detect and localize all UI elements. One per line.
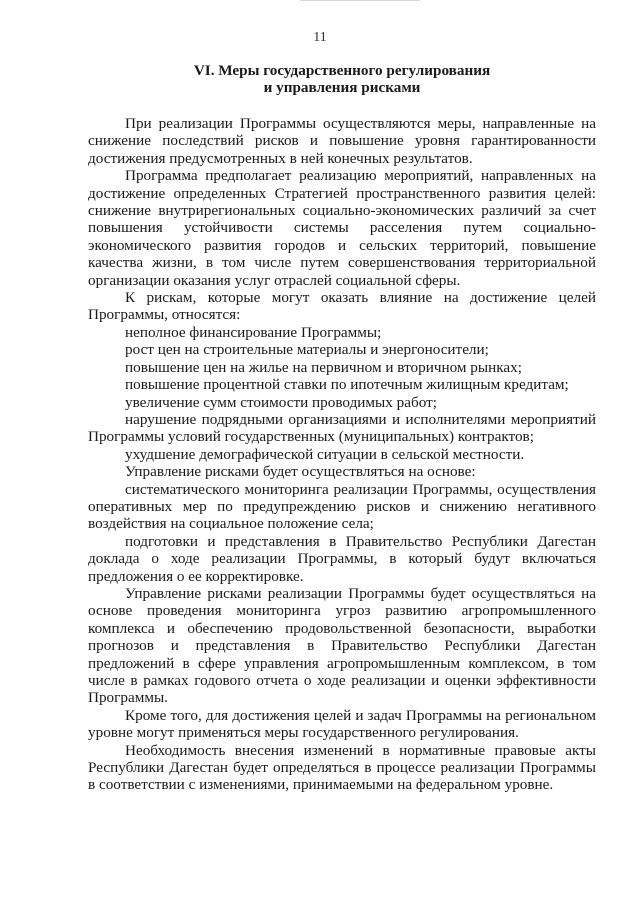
section-heading	[88, 62, 596, 96]
risk-item: ухудшение демографической ситуации в сельской местности.	[125, 445, 525, 463]
section-heading-line-2: и управления рисками	[263, 79, 421, 96]
risk-item: повышение цен на жилье на первичном и вторичном рынках;	[125, 358, 522, 376]
paragraph-legal-changes: Необходимость внесения изменений в нормативные правовые акты Республики Дагестан будет определяться в процессе реализации Программы в соответствии с изменениями, принимаемыми на федеральном уровне.	[88, 741, 596, 794]
risk-item: повышение процентной ставки по ипотечным жилищным кредитам;	[125, 376, 569, 394]
document-body	[88, 115, 596, 794]
risk-item: увеличение сумм стоимости проводимых работ;	[125, 393, 437, 411]
paragraph-intro: При реализации Программы осуществляются меры, направленные на снижение последствий рисков и повышение уровня гарантированности достижения предусмотренных в ней конечных результатов.	[88, 115, 596, 167]
paragraph-monitoring: Управление рисками реализации Программы будет осуществляться на основе проведения мониторинга угроз развитию агропромышленного комплекса и обеспечению продовольственной безопасности, выработки прогнозов и представления в Правительство Республики Дагестан предложений в сфере управления агропромышленным комплексом, в том числе в рамках годового отчета о ходе реализации и оценки эффективности Программы.	[88, 584, 596, 707]
page-number: 11	[313, 30, 327, 45]
management-item: подготовки и представления в Правительство Республики Дагестан доклада о ходе реализации Программы, в который будут включаться предложения о ее корректировке.	[88, 532, 596, 585]
paragraph-risk-management: Управление рисками будет осуществляться на основе:	[125, 463, 476, 481]
risk-item: рост цен на строительные материалы и энергоносители;	[125, 341, 489, 359]
risk-item: неполное финансирование Программы;	[125, 323, 382, 341]
management-item: систематического мониторинга реализации Программы, осуществления оперативных мер по предупреждению рисков и снижению негативного воздействия на социальное положение села;	[88, 480, 596, 533]
paragraph-program-goals: Программа предполагает реализацию мероприятий, направленных на достижение определенных Стратегией пространственного развития целей: снижение внутрирегиональных социально-экономических различий за счет повышения устойчивости системы расселения путем социально-экономического развития городов и сельских территорий, повышение качества жизни, в том числе путем совершенствования территориальной организации оказания услуг отраслей социальной сферы.	[88, 167, 596, 289]
section-heading-line-1: VI. Меры государственного регулирования	[193, 62, 491, 79]
risk-item: нарушение подрядными организациями и исполнителями мероприятий Программы условий государственных (муниципальных) контрактов;	[88, 410, 596, 446]
scan-edge-line	[300, 0, 420, 1]
paragraph-risks-intro: К рискам, которые могут оказать влияние на достижение целей Программы, относятся:	[88, 289, 596, 324]
paragraph-regional-measures: Кроме того, для достижения целей и задач Программы на региональном уровне могут применяться меры государственного регулирования.	[88, 706, 596, 742]
